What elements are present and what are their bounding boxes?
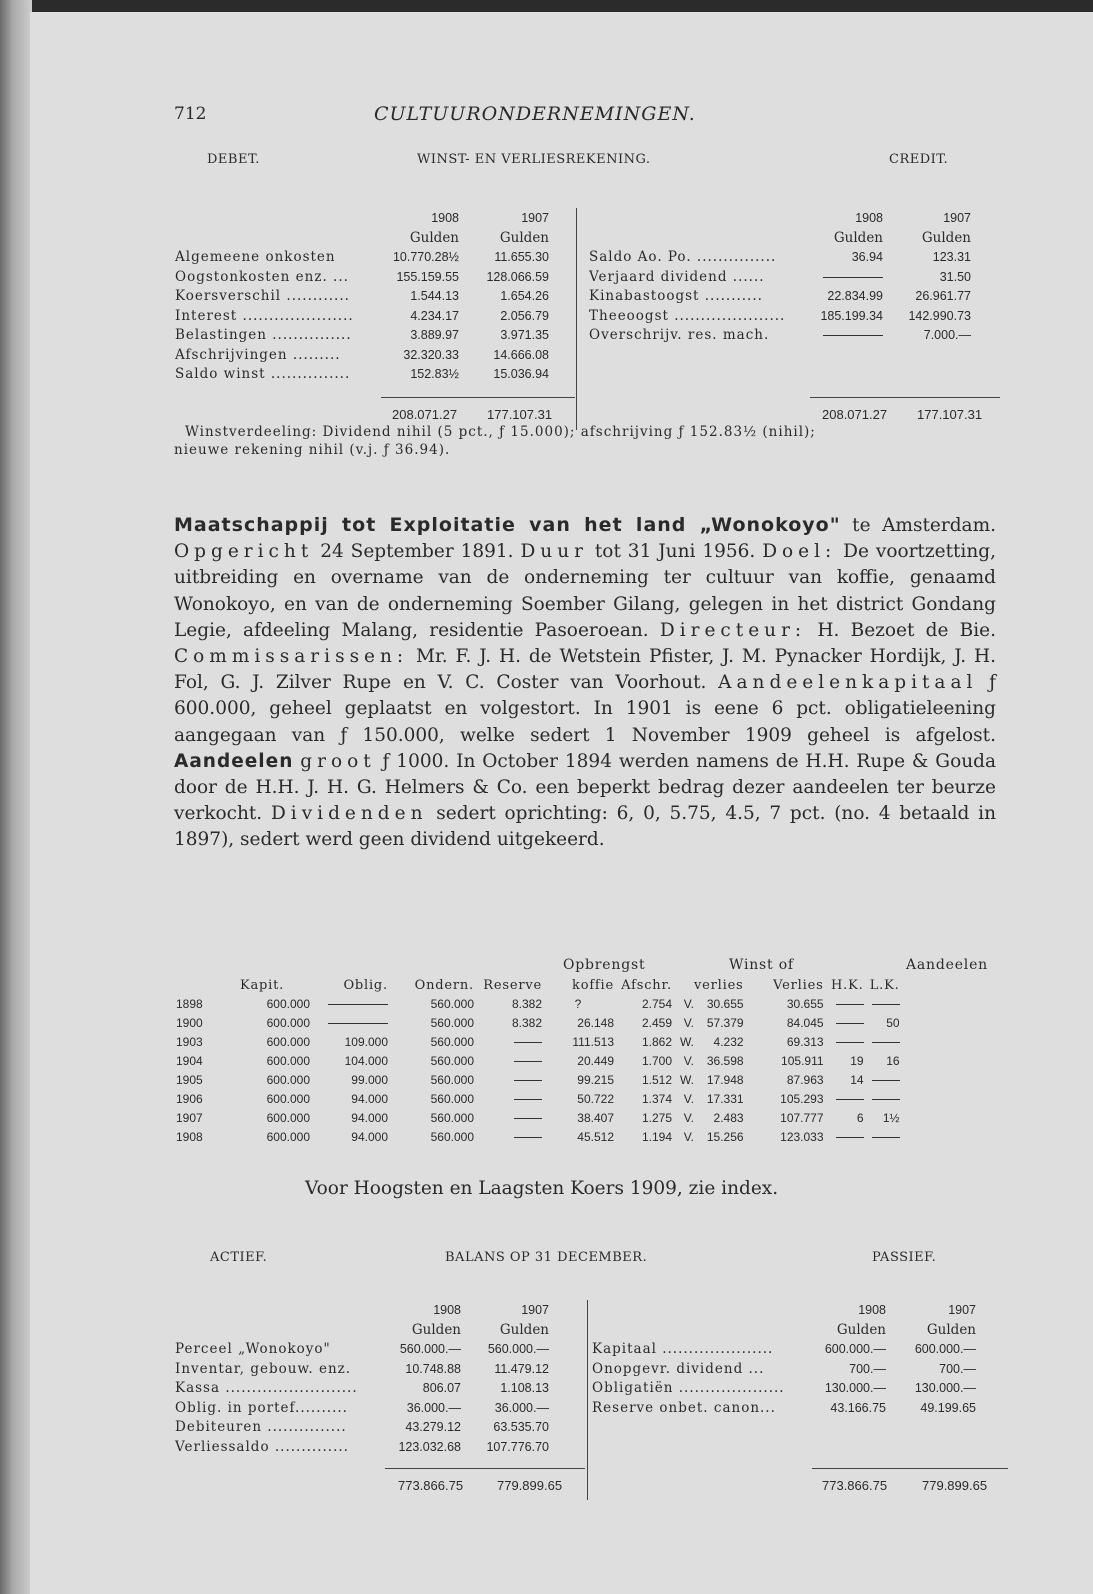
unit-header: Gulden bbox=[409, 229, 459, 246]
table-row: Inventar, gebouw. enz. 10.748.88 11.479.12 bbox=[175, 1360, 549, 1377]
passief-total-1908: 773.866.75 bbox=[822, 1478, 888, 1493]
table-row: Reserve onbet. canon... 43.166.75 49.199.65 bbox=[592, 1399, 976, 1416]
table-row: Afschrijvingen ......... 32.320.33 14.666.08 bbox=[175, 346, 549, 363]
table-row: Algemeene onkosten 10.770.28½ 11.655.30 bbox=[175, 249, 549, 265]
year-header: 1908 bbox=[433, 1303, 461, 1317]
table-row: 1908 600.000 94.000 560.000 45.512 1.194 V. 15.256 123.033 bbox=[176, 1128, 900, 1147]
wv-title: WINST- EN VERLIESREKENING. bbox=[417, 152, 651, 167]
unit-header: Gulden bbox=[499, 1321, 549, 1338]
table-row: Debiteuren ............... 43.279.12 63.535.70 bbox=[175, 1419, 549, 1435]
table-header-row: Kapit. Oblig. Ondern. Reserve koffie Afschr. verlies Verlies H.K. L.K. bbox=[240, 978, 900, 993]
table-row: Verliessaldo .............. 123.032.68 107.776.70 bbox=[175, 1438, 549, 1455]
table-row: Onopgevr. dividend ... 700.— 700.— bbox=[592, 1360, 976, 1377]
total-rule bbox=[381, 397, 575, 398]
column-divider bbox=[587, 1300, 588, 1500]
header-aandeelen: Aandeelen bbox=[906, 957, 988, 973]
actief-total-1907: 779.899.65 bbox=[497, 1478, 563, 1493]
book-spine-shadow bbox=[0, 0, 32, 1594]
table-row: Kinabastoogst ........... 22.834.99 26.961.77 bbox=[589, 288, 971, 304]
unit-header: Gulden bbox=[921, 229, 971, 246]
label-aandeelen: Aandeelen bbox=[174, 750, 294, 772]
label-groot: groot bbox=[300, 750, 376, 772]
table-row: 1907 600.000 94.000 560.000 38.407 1.275 V. 2.483 107.777 6 1½ bbox=[176, 1111, 900, 1125]
wv-right-header: CREDIT. bbox=[889, 152, 949, 167]
balans-actief-table bbox=[175, 1301, 549, 1457]
wv-left-header: DEBET. bbox=[207, 152, 260, 167]
table-row: Oblig. in portef.......... 36.000.— 36.000.— bbox=[175, 1399, 549, 1416]
empty-dash bbox=[823, 335, 883, 336]
winstverdeeling-note-cont: nieuwe rekening nihil (v.j. ƒ 36.94). bbox=[174, 442, 451, 458]
company-name: Maatschappij tot Exploitatie van het land „Wonokoyo" bbox=[174, 514, 841, 536]
page-number: 712 bbox=[174, 104, 207, 124]
actief-total-1908: 773.866.75 bbox=[398, 1478, 464, 1493]
credit-total-1908: 208.071.27 bbox=[822, 407, 888, 422]
passief-total-1907: 779.899.65 bbox=[922, 1478, 988, 1493]
table-row: Kapitaal ..................... 600.000.— 600.000.— bbox=[592, 1341, 976, 1357]
table-row: Saldo Ao. Po. ............... 36.94 123.31 bbox=[589, 249, 971, 265]
table-row: Saldo winst ............... 152.83½ 15.036.94 bbox=[175, 366, 549, 382]
wv-credit-table bbox=[589, 209, 971, 346]
balans-left-header: ACTIEF. bbox=[210, 1250, 268, 1265]
year-header: 1907 bbox=[948, 1303, 976, 1317]
table-row: Oogstonkosten enz. ... 155.159.55 128.066.59 bbox=[175, 268, 549, 285]
label-directeur: Directeur: bbox=[659, 619, 807, 641]
table-row: 1904 600.000 104.000 560.000 20.449 1.700 V. 36.598 105.911 19 16 bbox=[176, 1054, 900, 1068]
table-row: Kassa ......................... 806.07 1.108.13 bbox=[175, 1380, 549, 1396]
empty-dash bbox=[823, 277, 883, 278]
label-dividenden: Dividenden bbox=[270, 803, 428, 825]
table-row: 1903 600.000 109.000 560.000 111.513 1.862 W. 4.232 69.313 bbox=[176, 1033, 900, 1052]
unit-header: Gulden bbox=[926, 1321, 976, 1338]
unit-header: Gulden bbox=[836, 1321, 886, 1338]
table-row: Perceel „Wonokoyo" 560.000.— 560.000.— bbox=[175, 1341, 549, 1357]
table-row: 1906 600.000 94.000 560.000 50.722 1.374 V. 17.331 105.293 bbox=[176, 1090, 900, 1109]
total-rule bbox=[812, 1468, 1008, 1469]
label-opgericht: Opgericht bbox=[174, 541, 314, 563]
table-row: Belastingen ............... 3.889.97 3.971.35 bbox=[175, 327, 549, 343]
wv-debet-table bbox=[175, 209, 549, 385]
unit-header: Gulden bbox=[499, 229, 549, 246]
year-header: 1907 bbox=[943, 211, 971, 225]
year-header: 1908 bbox=[431, 211, 459, 225]
table-row: 1905 600.000 99.000 560.000 99.215 1.512 W. 17.948 87.963 14 bbox=[176, 1071, 900, 1090]
year-header: 1908 bbox=[858, 1303, 886, 1317]
year-header: 1908 bbox=[855, 211, 883, 225]
header-opbrengst: Opbrengst bbox=[563, 957, 646, 973]
debet-total-1908: 208.071.27 bbox=[392, 407, 458, 422]
debet-total-1907: 177.107.31 bbox=[487, 407, 553, 422]
company-description: Maatschappij tot Exploitatie van het land „Wonokoyo" te Amsterdam. Opgericht 24 September 1891. Duur tot 31 Juni 1956. Doel: De voortzetting, uitbreiding en overname van de onderneming ter cultuur van koffie, genaamd Wonokoyo, en van de onderneming Soember Gilang, gelegen in het district Gondang Legie, afdeeling Malang, residentie Pasoeroean. Directeur: H. Bezoet de Bie. Commissarissen: Mr. F. J. H. de Wetstein Pfister, J. M. Pynacker Hordijk, J. H. Fol, G. J. Zilver Rupe en V. C. Coster van Voorhout. Aandeelenkapitaal ƒ 600.000, geheel geplaatst en volgestort. In 1901 is eene 6 pct. obligatieleening aangegaan van ƒ 150.000, welke sedert 1 November 1909 geheel is afgelost. Aandeelen groot ƒ 1000. In October 1894 werden namens de H.H. Rupe & Gouda door de H.H. J. H. G. Helmers & Co. een beperkt bedrag dezer aandeelen ter beurze verkocht. Dividenden sedert oprichting: 6, 0, 5.75, 4.5, 7 pct. (no. 4 betaald in 1897), sedert werd geen dividend uitgekeerd. bbox=[174, 514, 997, 851]
table-row: Overschrijv. res. mach. 7.000.— bbox=[589, 327, 971, 343]
column-divider bbox=[576, 208, 577, 430]
table-row: Interest ..................... 4.234.17 2.056.79 bbox=[175, 307, 549, 324]
unit-header: Gulden bbox=[411, 1321, 461, 1338]
running-head: CULTUURONDERNEMINGEN. bbox=[374, 103, 696, 125]
year-header: 1907 bbox=[521, 211, 549, 225]
year-header: 1907 bbox=[521, 1303, 549, 1317]
balans-title: BALANS OP 31 DECEMBER. bbox=[445, 1250, 648, 1265]
table-row: Theeoogst ..................... 185.199.34 142.990.73 bbox=[589, 307, 971, 324]
table-row: 1900 600.000 560.000 8.382 26.148 2.459 V. 57.379 84.045 50 bbox=[176, 1016, 900, 1030]
table-row: Obligatiën .................... 130.000.— 130.000.— bbox=[592, 1380, 976, 1396]
table-row: Verjaard dividend ...... 31.50 bbox=[589, 268, 971, 285]
company-statistics-table bbox=[176, 976, 900, 1147]
balans-passief-table bbox=[592, 1301, 976, 1418]
total-rule bbox=[385, 1468, 585, 1469]
table-row: 1898 600.000 560.000 8.382 ? 2.754 V. 30.655 30.655 bbox=[176, 995, 900, 1014]
credit-total-1907: 177.107.31 bbox=[917, 407, 983, 422]
table-row: Koersverschil ............ 1.544.13 1.654.26 bbox=[175, 288, 549, 304]
winstverdeeling-note: Winstverdeeling: Dividend nihil (5 pct., ƒ 15.000); afschrijving ƒ 152.83½ (nihil); bbox=[185, 424, 816, 440]
total-rule bbox=[810, 397, 1000, 398]
label-doel: Doel: bbox=[762, 541, 837, 563]
balans-right-header: PASSIEF. bbox=[872, 1250, 937, 1265]
label-aandeelenkapitaal: Aandeelenkapitaal bbox=[718, 672, 978, 694]
label-commissarissen: Commissarissen: bbox=[174, 646, 409, 668]
header-winst-of: Winst of bbox=[729, 957, 794, 973]
label-duur: Duur bbox=[520, 541, 588, 563]
unit-header: Gulden bbox=[833, 229, 883, 246]
koers-footnote: Voor Hoogsten en Laagsten Koers 1909, zie index. bbox=[305, 1178, 779, 1199]
